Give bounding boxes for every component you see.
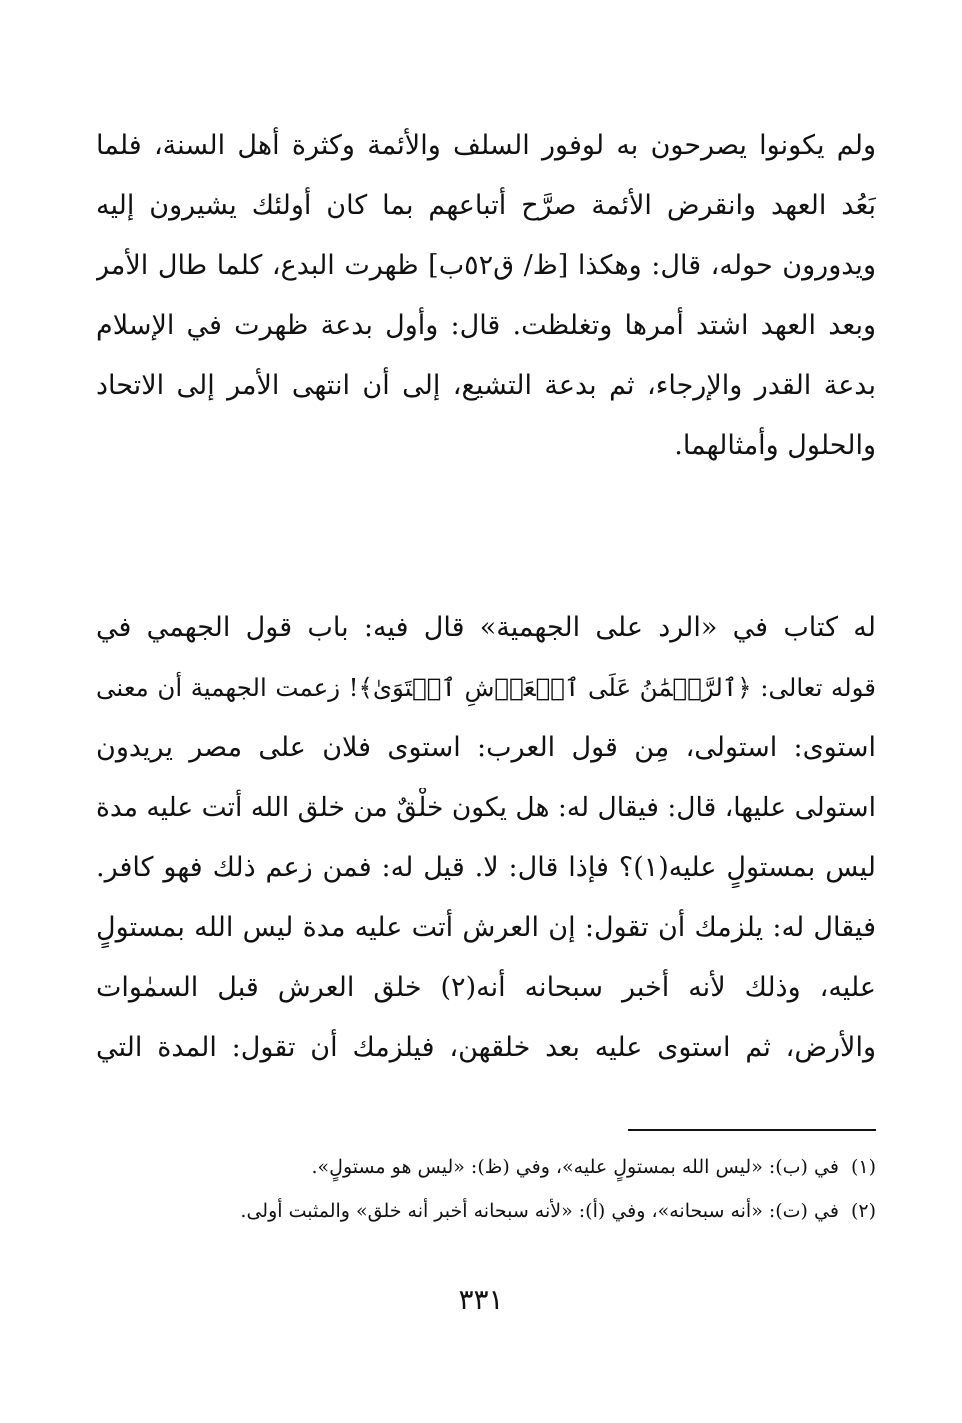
- body-line: بَعُد العهد وانقرض الأئمة صرَّح أتباعهم بما كان أولئك يشيرون إليه: [96, 190, 876, 221]
- section-heading: [96, 486, 876, 526]
- body-line: استولى عليها، قال: فيقال له: هل يكون خلْقٌ من خلق الله أتت عليه مدة: [96, 792, 876, 823]
- body-line: عليه، وذلك لأنه أخبر سبحانه أنه(٢) خلق العرش قبل السمٰوات: [96, 972, 876, 1003]
- footnote: [96, 1152, 876, 1182]
- body-line: استوى: استولى، مِن قول العرب: استوى فلان على مصر يريدون: [96, 732, 876, 763]
- body-line: ليس بمستولٍ عليه(١)؟ فإذا قال: لا. قيل له: فمن زعم ذلك فهو كافر.: [96, 852, 876, 883]
- footnote-separator: [628, 1129, 876, 1131]
- footnote: [96, 1196, 876, 1226]
- body-line: ولم يكونوا يصرحون به لوفور السلف والأئمة وكثرة أهل السنة، فلما: [96, 130, 876, 161]
- body-line: بدعة القدر والإرجاء، ثم بدعة التشيع، إلى أن انتهى الأمر إلى الاتحاد: [96, 370, 876, 401]
- page-number: ٣٣١: [458, 1283, 504, 1316]
- body-line: فيقال له: يلزمك أن تقول: إن العرش أتت عليه مدة ليس الله بمستولٍ: [96, 912, 876, 943]
- body-line: وبعد العهد اشتد أمرها وتغلظت. قال: وأول بدعة ظهرت في الإسلام: [96, 310, 876, 341]
- body-line: والحلول وأمثالهما.: [674, 430, 876, 461]
- footnote-text: في (ت): «أنه سبحانه»، وفي (أ): «لأنه سبحانه أخبر أنه خلق» والمثبت أولى.: [240, 1200, 839, 1222]
- footnote-text: في (ب): «ليس الله بمستولٍ عليه»، وفي (ظ): «ليس هو مستولٍ».: [311, 1156, 839, 1178]
- body-line: له كتاب في «الرد على الجهمية» قال فيه: باب قول الجهمي في: [96, 612, 876, 643]
- section-heading: [96, 546, 876, 586]
- footnote-number: (١): [850, 1156, 876, 1178]
- footnote-number: (٢): [850, 1200, 876, 1222]
- body-line: قوله تعالى: ﴿ٱلرَّحۡمَٰنُ عَلَى ٱلۡعَرۡشِ ٱسۡتَوَىٰ﴾! زعمت الجهمية أن معنى: [96, 673, 876, 702]
- body-line: والأرض، ثم استوى عليه بعد خلقهن، فيلزمك أن تقول: المدة التي: [96, 1032, 876, 1063]
- body-line: ويدورون حوله، قال: وهكذا [ظ/ ق٥٢ب] ظهرت البدع، كلما طال الأمر: [96, 250, 876, 281]
